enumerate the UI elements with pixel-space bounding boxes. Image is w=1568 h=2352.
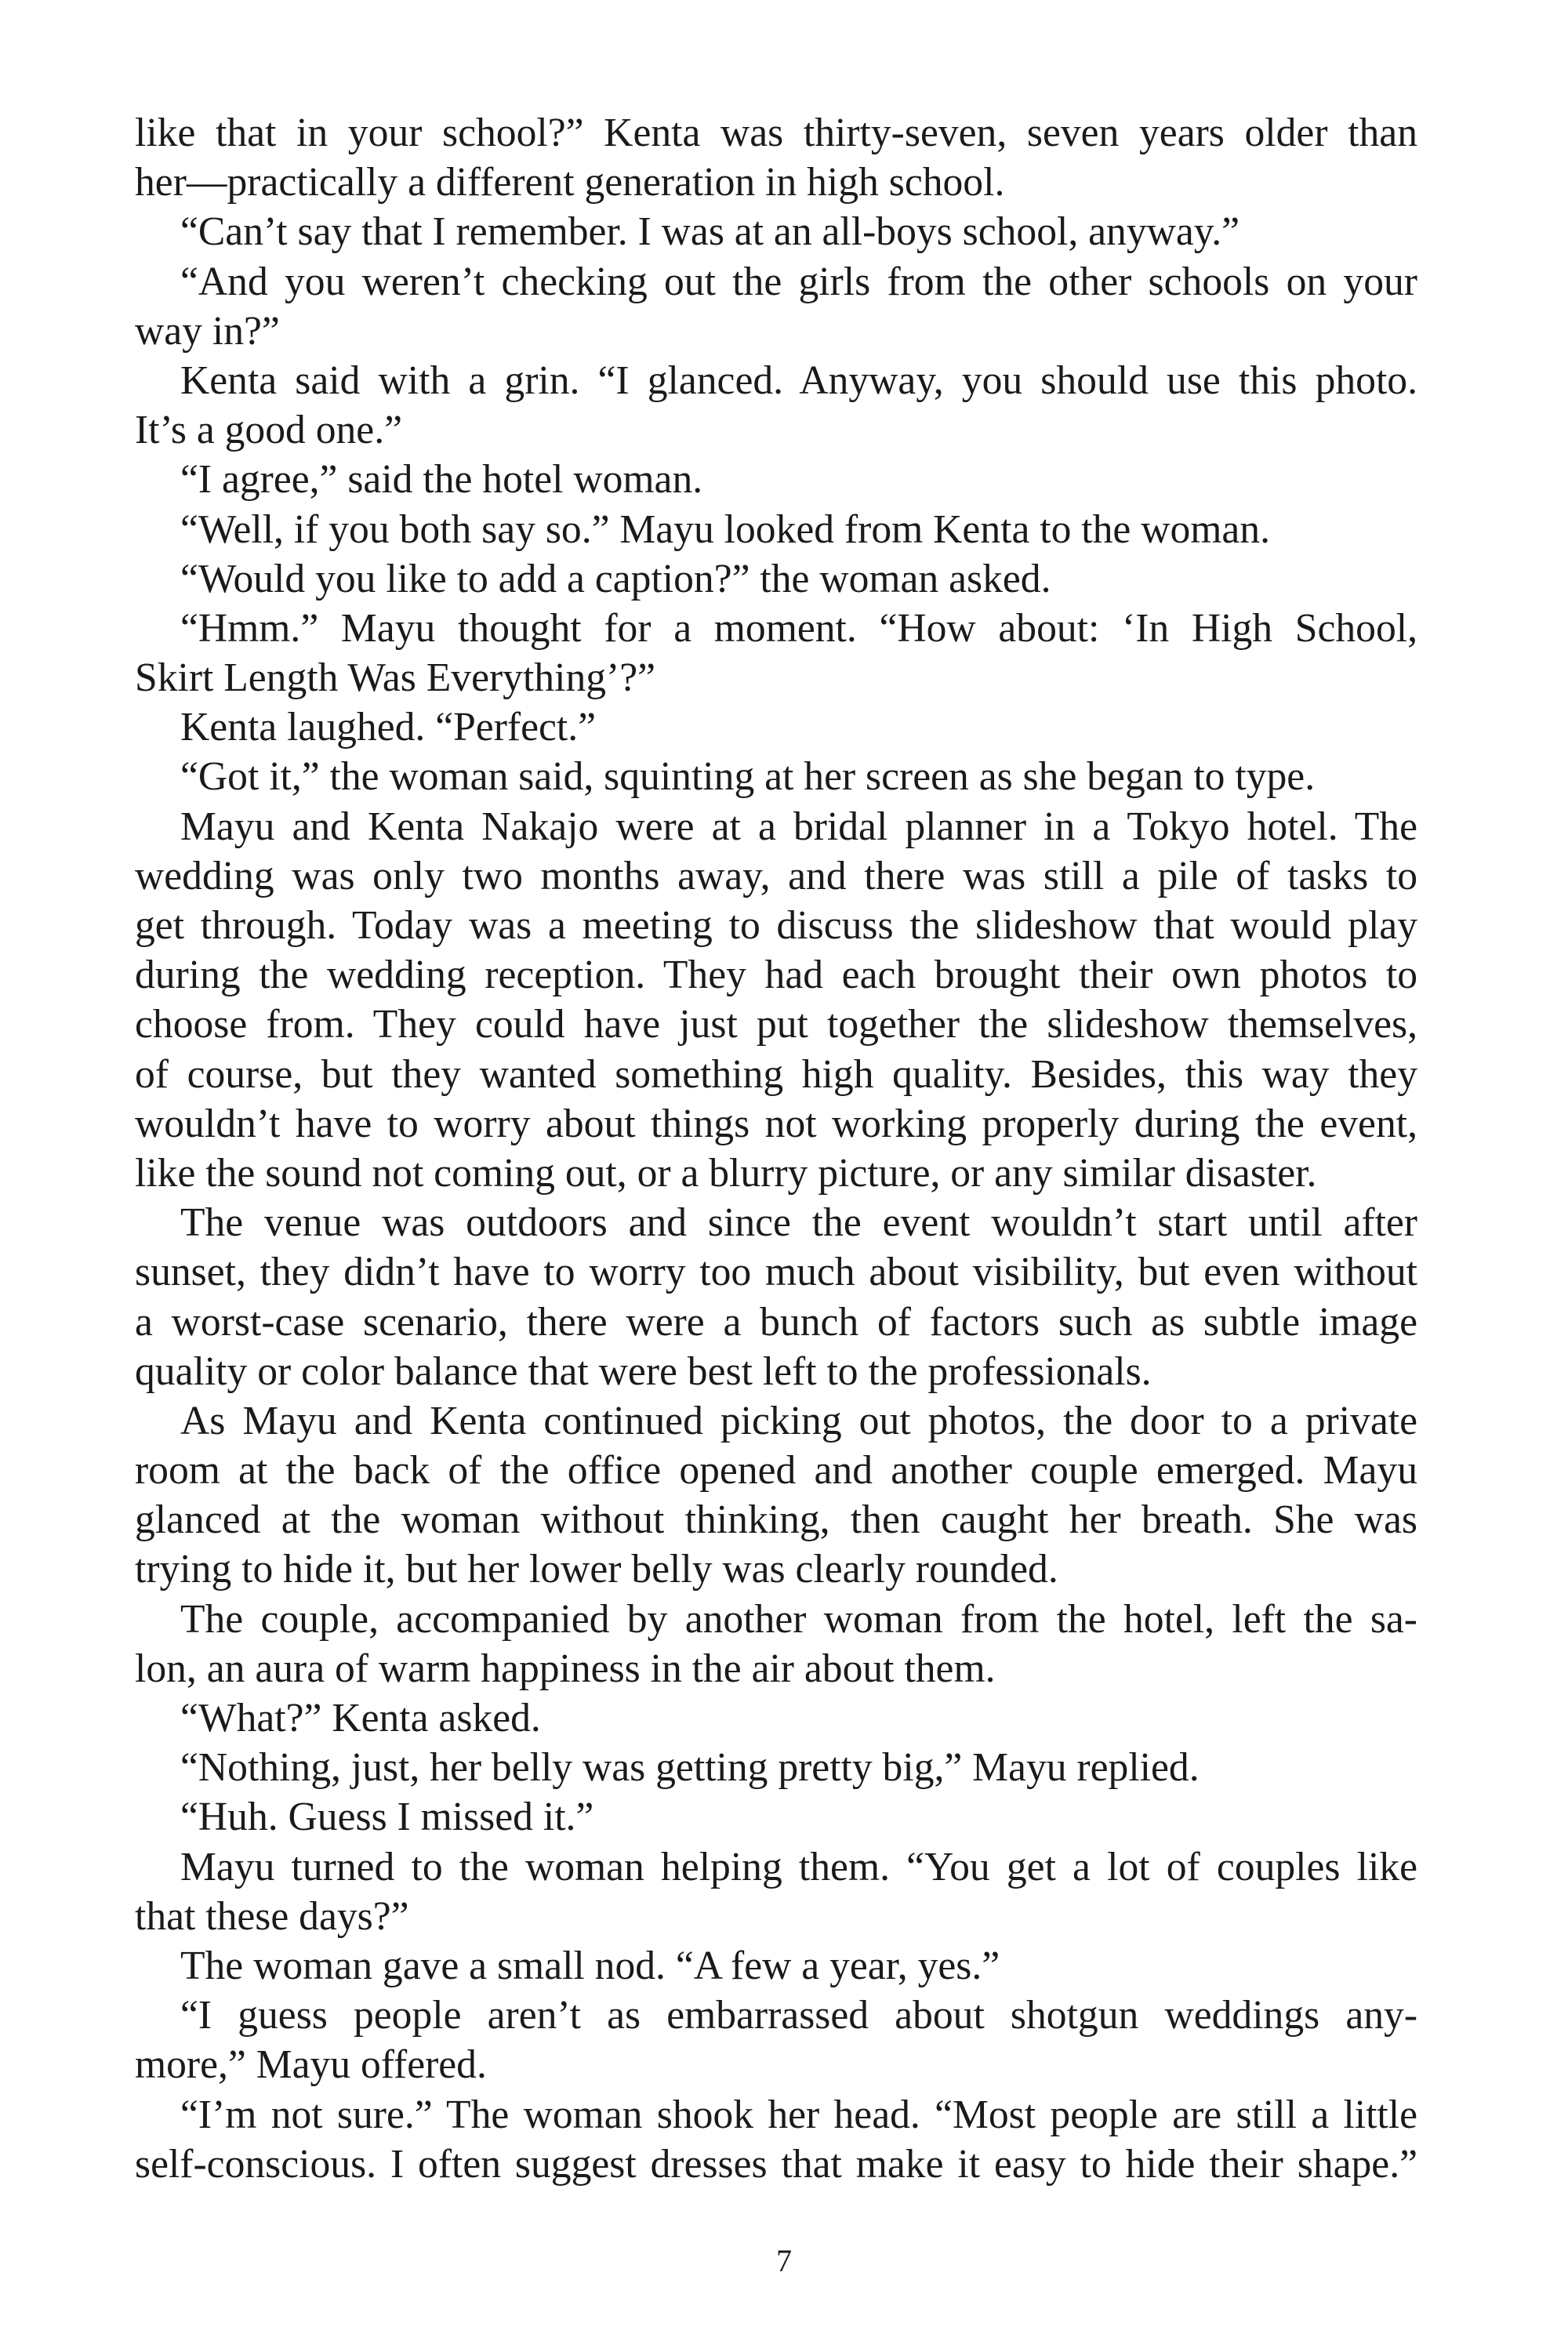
text-line: lon, an aura of warm happiness in the air about them. [135, 1646, 996, 1691]
text-line: wouldn’t have to worry about things not working properly during the event, [135, 1101, 1417, 1146]
text-line: Mayu turned to the woman helping them. “You get a lot of couples like [180, 1844, 1417, 1889]
page-number: 7 [776, 2243, 792, 2278]
text-line: The couple, accompanied by another woman from the hotel, left the sa- [180, 1596, 1417, 1642]
text-line: sunset, they didn’t have to worry too much about visibility, but even without [135, 1250, 1417, 1295]
text-line: get through. Today was a meeting to discuss the slideshow that would play [135, 903, 1417, 948]
text-line: As Mayu and Kenta continued picking out photos, the door to a private [180, 1398, 1417, 1443]
text-line: Skirt Length Was Everything’?” [135, 655, 656, 701]
text-line: “I guess people aren’t as embarrassed about shotgun weddings any- [180, 1993, 1417, 2038]
text-line: more,” Mayu offered. [135, 2042, 487, 2088]
text-line: glanced at the woman without thinking, then caught her breath. She was [135, 1497, 1417, 1543]
text-line: “Would you like to add a caption?” the woman asked. [180, 556, 1051, 601]
text-line: The venue was outdoors and since the event wouldn’t start until after [180, 1200, 1417, 1246]
text-line: way in?” [135, 308, 280, 354]
text-line: “Well, if you both say so.” Mayu looked from Kenta to the woman. [180, 506, 1271, 552]
text-line: “Got it,” the woman said, squinting at her screen as she began to type. [180, 754, 1316, 800]
text-line: “And you weren’t checking out the girls from the other schools on your [180, 259, 1417, 304]
text-line: self-conscious. I often suggest dresses that make it easy to hide their shape.” [135, 2141, 1417, 2187]
text-line: “I agree,” said the hotel woman. [180, 457, 703, 503]
text-line: It’s a good one.” [135, 408, 403, 453]
text-line: trying to hide it, but her lower belly was clearly rounded. [135, 1547, 1058, 1592]
page-body [135, 108, 1417, 2189]
text-line: like the sound not coming out, or a blurry picture, or any similar disaster. [135, 1150, 1317, 1196]
text-line: “Nothing, just, her belly was getting pretty big,” Mayu replied. [180, 1745, 1200, 1791]
text-line: “What?” Kenta asked. [180, 1696, 541, 1740]
text-line: “Can’t say that I remember. I was at an all-boys school, anyway.” [180, 209, 1240, 255]
text-line: that these days?” [135, 1893, 409, 1939]
text-line: of course, but they wanted something high quality. Besides, this way they [135, 1051, 1417, 1097]
text-line: “Huh. Guess I missed it.” [180, 1795, 594, 1840]
text-line: during the wedding reception. They had each brought their own photos to [135, 953, 1417, 998]
text-line: Kenta said with a grin. “I glanced. Anyway, you should use this photo. [180, 358, 1417, 403]
text-line: her—practically a different generation in high school. [135, 160, 1005, 205]
text-line: “Hmm.” Mayu thought for a moment. “How about: ‘In High School, [180, 605, 1417, 651]
text-line: quality or color balance that were best left to the professionals. [135, 1348, 1152, 1394]
text-line: Kenta laughed. “Perfect.” [180, 705, 596, 750]
text-line: “I’m not sure.” The woman shook her head. “Most people are still a little [180, 2092, 1417, 2137]
text-line: choose from. They could have just put together the slideshow themselves, [135, 1002, 1417, 1047]
text-line: Mayu and Kenta Nakajo were at a bridal planner in a Tokyo hotel. The [180, 804, 1417, 849]
text-line: like that in your school?” Kenta was thirty-seven, seven years older than [135, 111, 1417, 155]
text-line: room at the back of the office opened and another couple emerged. Mayu [135, 1448, 1417, 1494]
text-line: wedding was only two months away, and there was still a pile of tasks to [135, 853, 1417, 898]
text-line: a worst-case scenario, there were a bunch of factors such as subtle image [135, 1299, 1417, 1345]
text-line: The woman gave a small nod. “A few a year, yes.” [180, 1943, 1000, 1988]
